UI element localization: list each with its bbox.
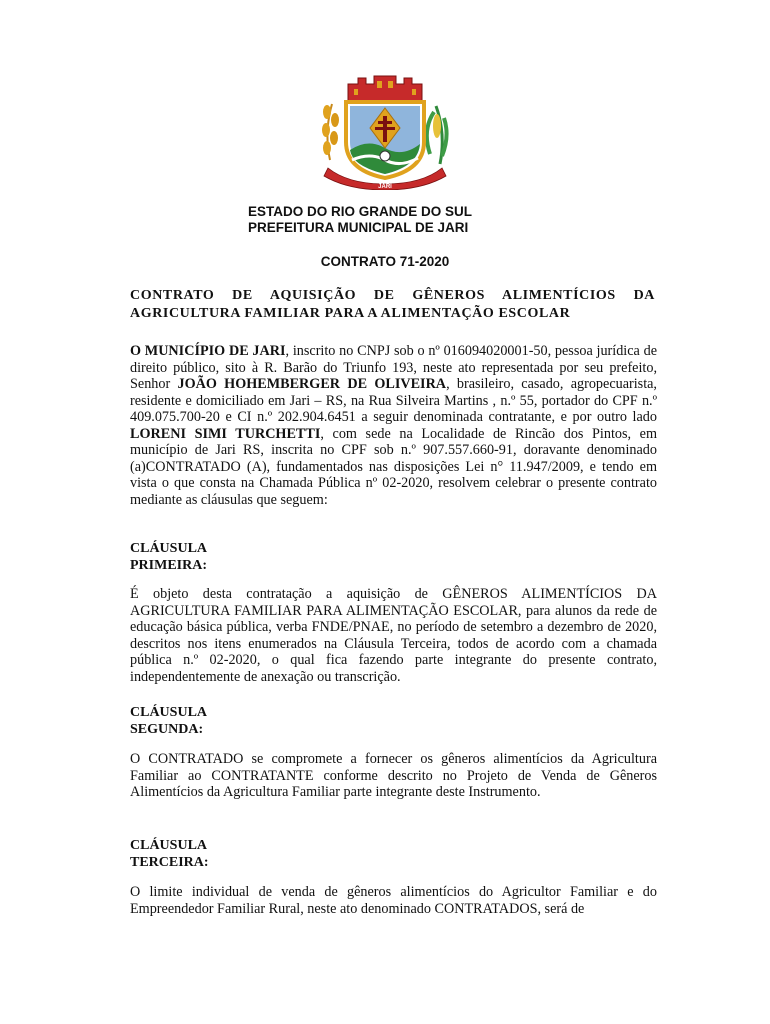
clause-2-heading-line2: SEGUNDA: — [130, 722, 204, 737]
header-state: ESTADO DO RIO GRANDE DO SUL — [248, 204, 473, 219]
contract-number: CONTRATO 71-2020 — [320, 254, 450, 269]
clause-2-heading — [130, 704, 207, 738]
municipal-coat-of-arms — [318, 72, 452, 190]
clause-3-heading — [130, 837, 209, 871]
banner-text: JARI — [378, 184, 392, 190]
mayor-name: JOÃO HOHEMBERGER DE OLIVEIRA — [177, 376, 447, 393]
clause-1-heading-line1: CLÁUSULA — [130, 541, 208, 556]
clause-2-body: O CONTRATADO se compromete a fornecer os gêneros alimentícios da Agricultura Familiar ao CONTRATANTE conforme descrito no Projeto de Venda de Gêneros Alimentícios da Agricultura Familiar parte integrante deste Instrumento. — [130, 751, 657, 801]
corn-right-icon — [427, 106, 447, 164]
intro-text-1: , inscrito no CNPJ sob o nº 016094020001-50, pessoa jurídica de direito público, sito à R. Barão do Triunfo 193, neste ato representada por seu prefeito, Senhor — [130, 343, 657, 393]
clause-3-body: O limite individual de venda de gêneros alimentícios do Agricultor Familiar e do Empreendedor Familiar Rural, neste ato denominado CONTRATADOS, será de — [130, 884, 657, 917]
clause-3-heading-line1: CLÁUSULA — [130, 838, 208, 853]
intro-text-3: , com sede na Localidade de Rincão dos Pintos, em município de Jari RS, inscrita no CPF sob n.º 907.557.660-91, doravante denominado (a)CONTRATADO (A), fundamentados nas disposições Lei n° 11.947/2009, e tendo em vista o que consta na Chamada Pública nº 02-2020, resolvem celebrar o presente contrato mediante as cláusulas que seguem: — [130, 425, 658, 508]
clause-1-heading — [130, 540, 207, 574]
party-municipality: O MUNICÍPIO DE JARI — [130, 343, 286, 359]
header-prefecture: PREFEITURA MUNICIPAL DE JARI — [248, 220, 469, 235]
clause-1-heading-line2: PRIMEIRA: — [130, 558, 207, 573]
contract-title: CONTRATO DE AQUISIÇÃO DE GÊNEROS ALIMENTÍCIOS DA AGRICULTURA FAMILIAR PARA A ALIMENTAÇÃO ESCOLAR — [130, 288, 655, 321]
clause-1-body: É objeto desta contratação a aquisição de GÊNEROS ALIMENTÍCIOS DA AGRICULTURA FAMILIAR PARA ALIMENTAÇÃO ESCOLAR, para alunos da rede de educação básica pública, verba FNDE/PNAE, no período de setembro a dezembro de 2020, descritos nos itens enumerados na Cláusula Terceira, todos de acordo com a chamada pública n.º 02-2020, o qual fica fazendo parte integrante do presente contrato, independentemente de anexação ou transcrição. — [130, 586, 657, 685]
contractor-name: LORENI SIMI TURCHETTI — [130, 425, 321, 442]
intro-text-2: , brasileiro, casado, agropecuarista, residente e domiciliado em Jari – RS, na Rua Silveira Martins , n.º 55, portador do CPF n.º 409.075.700-20 e CI n.º 202.904.6451 a seguir denominada contratante, e por outro lado — [130, 376, 657, 426]
clause-2-heading-line1: CLÁUSULA — [130, 705, 208, 720]
clause-3-heading-line2: TERCEIRA: — [130, 855, 209, 870]
intro-paragraph — [130, 343, 657, 508]
mural-crown — [348, 76, 422, 102]
wheat-left-icon — [322, 104, 339, 160]
